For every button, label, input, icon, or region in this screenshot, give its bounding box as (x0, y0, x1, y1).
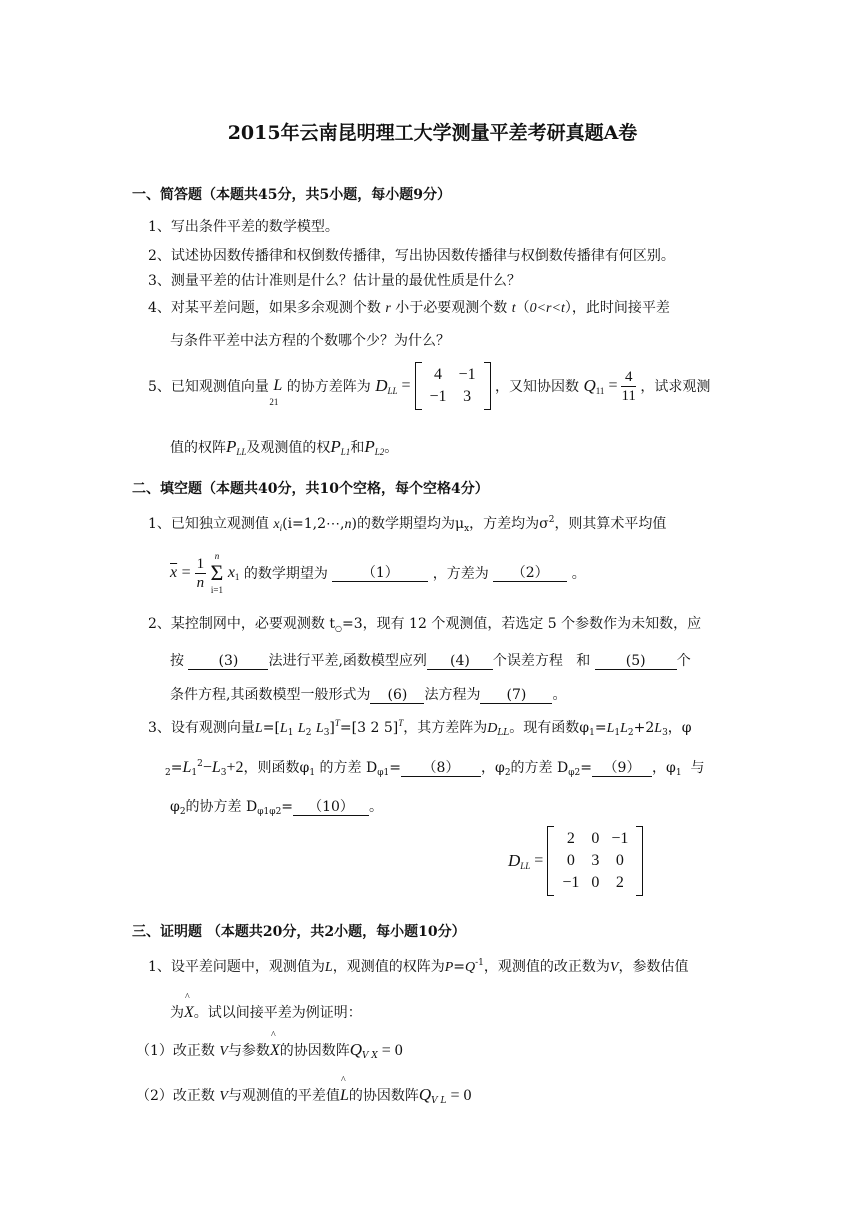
q1-item4-cont: 与条件平差中法方程的个数哪个少？为什么？ (170, 333, 450, 349)
q2-item1-cont: $\overline{x}$ = $\frac{1}{n}$ n Σ i=1 $x_1$ 的数学期望为 （1） ，方差为 （2） 。 (170, 551, 586, 595)
q3-item1: 1、设平差问题中，观测值为L，观测值的权阵为$P=Q^{-1}$，观测值的改正数为V，参数估值 (148, 958, 689, 975)
section-heading-1: 一、简答题（本题共45分，共5小题，每小题9分） (132, 187, 451, 203)
q2-item3-cont2: $\varphi_2$的协方差 $D_{\varphi 1\varphi 2}= (10)$ 。 (170, 799, 384, 817)
q2-item2-cont2: 条件方程,其函数模型一般形式为 (6) 法方程为 (7) 。 (170, 687, 567, 703)
blank-9[interactable]: （9） (592, 760, 652, 777)
q3-proof2: （2）改正数 V与观测值的平差值^ L的协因数阵$Q_{V L} = 0$ (136, 1085, 472, 1106)
blank-7[interactable]: (7) (480, 687, 552, 704)
q3-item1-cont: 为^ X。试以间接平差为例证明： (170, 1002, 362, 1022)
blank-6[interactable]: (6) (370, 687, 424, 704)
page-title: 2015年云南昆明理工大学测量平差考研真题A卷 (227, 122, 638, 144)
q1-item3: 3、测量平差的估计准则是什么？估计量的最优性质是什么？ (148, 273, 521, 289)
blank-8[interactable]: （8） (401, 760, 481, 777)
blank-1[interactable]: （1） (332, 565, 428, 582)
covariance-matrix-2: $D_{LL}$ = 2 0 −1 0 3 0 −1 0 2 (508, 826, 643, 896)
q2-item3: 3、设有观测向量$L=[L_1$ $L_2$ $L_3]^T=[3$ 2 5]$^T$，其方差阵为$D_{LL}$。现有函数$\varphi_1=L_1L_2+2L_3$，φ (148, 718, 692, 738)
q2-item3-cont: $_2=L_1^2-L_3+2$，则函数$\varphi_1$ 的方差 $D_{\varphi 1}= (8)$ ，$\varphi_2$的方差 $D_{\varphi 2}= (9)$ ，$\varphi_1$ 与 (165, 759, 705, 778)
q1-item5-cont: 值的权阵$P_{LL}$及观测值的权$P_{L1}$和$P_{L2}$。 (170, 437, 399, 457)
section-heading-3: 三、证明题 （本题共20分，共2小题，每小题10分） (132, 924, 466, 940)
q2-item2-cont: 按 (3) 法进行平差,函数模型应列 (4) 个误差方程 和 (5) 个 (170, 653, 691, 669)
blank-5[interactable]: (5) (595, 653, 677, 670)
blank-2[interactable]: （2） (493, 565, 567, 582)
q3-proof1: （1）改正数 V与参数^ X的协因数阵$Q_{V X} = 0$ (136, 1040, 403, 1061)
q1-item2: 2、试述协因数传播律和权倒数传播律，写出协因数传播律与权倒数传播律有何区别。 (148, 248, 675, 264)
covariance-matrix-1: 4 −1 −1 3 (415, 362, 491, 410)
q2-item2: 2、某控制网中，必要观测数 $t_○=3$，现有 12 个观测值，若选定 5 个参数作为未知数，应 (148, 616, 702, 633)
section-heading-2: 二、填空题（本题共40分，共10个空格，每个空格4分） (132, 481, 489, 497)
blank-3[interactable]: (3) (188, 653, 268, 670)
blank-4[interactable]: (4) (427, 653, 493, 670)
q1-item4: 4、对某平差问题，如果多余观测个数 r 小于必要观测个数 t（0<r<t），此时间接平差 (148, 300, 670, 316)
q1-item1: 1、写出条件平差的数学模型。 (148, 219, 339, 235)
q1-item5: 5、已知观测值向量 L 21 的协方差阵为 $D_{LL}$ = 4 −1 −1 3 ，又知协因数 $Q_{11}$ = $\frac{4}{11}$ ，试求观测 (148, 362, 710, 410)
q2-item1: 1、已知独立观测值 $x_i(i=1,2\cdots,n)$的数学期望均为$\mu_x$，方差均为$\sigma^2$，则其算术平均值 (148, 515, 667, 534)
blank-10[interactable]: （10） (293, 799, 369, 816)
